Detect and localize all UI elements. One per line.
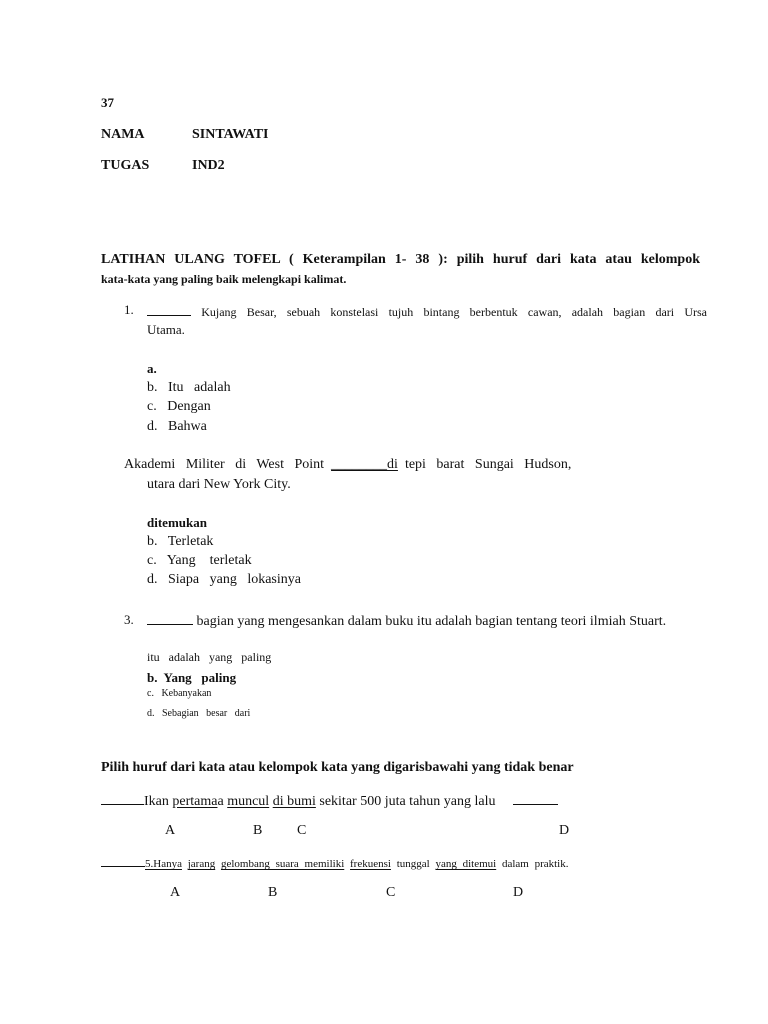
q1-blank <box>147 303 191 316</box>
q4-blank-end <box>513 792 558 805</box>
q3-option-c: c. Kebanyakan <box>147 688 212 699</box>
task-label: TUGAS <box>101 158 150 173</box>
q4-letter-d: D <box>559 823 570 838</box>
q5-seg-d: yang ditemui <box>435 858 497 870</box>
q5-letter-a: A <box>170 885 181 900</box>
q3-text: bagian yang mengesankan dalam buku itu adalah bagian tentang teori ilmiah Stuart. <box>196 614 667 629</box>
name-label: NAMA <box>101 127 145 142</box>
q1-option-d: d. Bahwa <box>147 419 207 434</box>
q1-number: 1. <box>124 302 134 317</box>
q5-letter-d: D <box>513 885 524 900</box>
q2-option-a: ditemukan <box>147 515 207 530</box>
q5-seg-b: gelombang suara memiliki <box>220 858 345 870</box>
q2-blank: ________di <box>331 457 398 472</box>
q5-letter-b: B <box>268 885 278 900</box>
q2-line1 <box>124 457 571 473</box>
q3-number: 3. <box>124 612 134 627</box>
q1-option-c: c. Dengan <box>147 399 211 414</box>
q3-blank <box>147 612 193 625</box>
q5-sentence <box>101 854 569 870</box>
name-value: SINTAWATI <box>192 127 269 142</box>
q5-seg-b-word: jarang <box>187 858 216 870</box>
q5-seg-tunggal: tunggal <box>396 858 430 870</box>
q4-seg-c: di bumi <box>272 794 316 809</box>
q2-text-post: tepi barat Sungai Hudson, <box>404 457 572 472</box>
q4-letter-a: A <box>165 823 176 838</box>
q4-seg-rest: sekitar 500 juta tahun yang lalu <box>319 794 496 809</box>
q4-blank-start <box>101 792 144 805</box>
q5-blank-start <box>101 854 145 867</box>
q5-seg-rest: dalam praktik. <box>501 858 569 870</box>
section1-title-line1: LATIHAN ULANG TOFEL ( Keterampilan 1- 38 ): pilih huruf dari kata atau kelompok <box>101 252 700 267</box>
q1-line2: Utama. <box>147 322 185 337</box>
q3-option-d: d. Sebagian besar dari <box>147 708 251 719</box>
q4-seg-ikan: Ikan <box>144 794 169 809</box>
section1-title-line2: kata-kata yang paling baik melengkapi kalimat. <box>101 272 347 286</box>
q3-option-a: itu adalah yang paling <box>147 650 272 664</box>
q4-sentence <box>101 792 558 810</box>
q3-option-b: b. Yang paling <box>147 670 237 685</box>
q2-option-b: b. Terletak <box>147 534 214 549</box>
q1-line1 <box>147 303 707 320</box>
q2-option-c: c. Yang terletak <box>147 553 252 568</box>
task-value: IND2 <box>192 158 225 173</box>
q5-seg-c: frekuensi <box>350 858 391 870</box>
q2-text-pre: Akademi Militer di West Point <box>124 457 325 472</box>
q4-letter-c: C <box>297 823 307 838</box>
q4-seg-a2: a <box>217 794 224 809</box>
page-number: 37 <box>101 95 114 110</box>
q5-letter-c: C <box>386 885 396 900</box>
q4-seg-muncul <box>227 794 269 809</box>
q1-option-a: a. <box>147 361 157 376</box>
section2-title: Pilih huruf dari kata atau kelompok kata yang digarisbawahi yang tidak benar <box>101 760 574 775</box>
q1-option-b: b. Itu adalah <box>147 380 231 395</box>
q1-text: Kujang Besar, sebuah konstelasi tujuh bintang berbentuk cawan, adalah bagian dari Ursa <box>201 305 707 319</box>
q2-line2: utara dari New York City. <box>147 477 291 492</box>
q5-seg-a: 5.Hanya <box>145 858 182 870</box>
q2-option-d: d. Siapa yang lokasinya <box>147 572 301 587</box>
q3-line <box>147 612 666 630</box>
q4-seg-a: pertama <box>172 794 218 809</box>
q4-seg-b: muncul <box>227 794 270 809</box>
q4-letter-b: B <box>253 823 263 838</box>
